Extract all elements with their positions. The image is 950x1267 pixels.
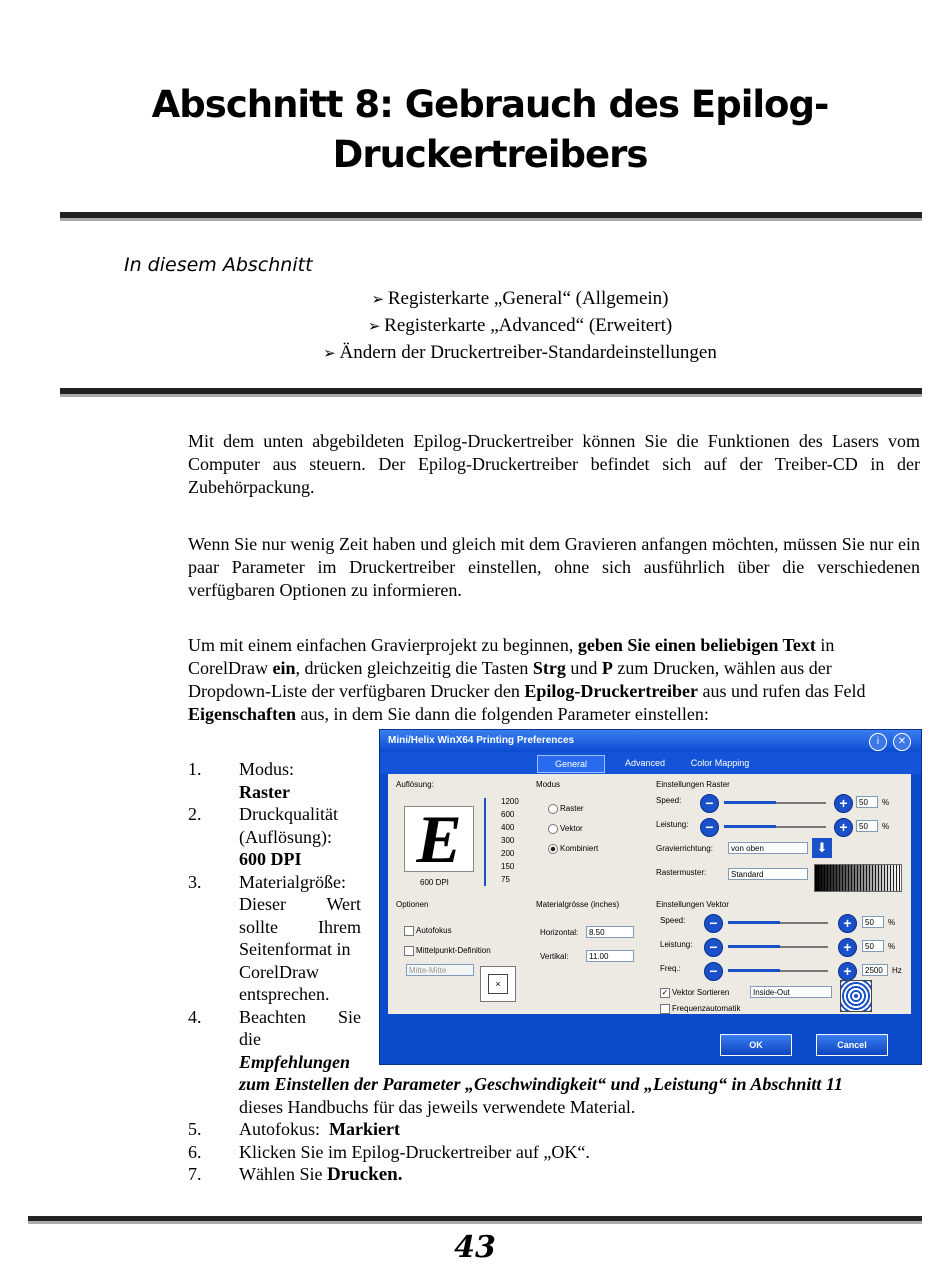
vector-speed-minus-button[interactable]: −: [704, 914, 723, 933]
material-horizontal-label: Horizontal:: [540, 928, 579, 937]
text-run: Wählen Sie: [239, 1164, 327, 1184]
page-title: [60, 80, 920, 180]
raster-power-unit: %: [882, 822, 890, 831]
printing-preferences-dialog: [379, 729, 922, 1065]
vector-freq-plus-button[interactable]: +: [838, 962, 857, 981]
step-emphasis: Empfehlungen: [239, 1052, 351, 1072]
step-text: Materialgröße:: [239, 872, 346, 892]
vector-freq-label: Freq.:: [660, 964, 681, 973]
raster-settings-label: Einstellungen Raster: [656, 780, 730, 789]
material-horizontal-field[interactable]: 8.50: [586, 926, 634, 938]
mode-combined-label: Kombiniert: [560, 844, 599, 853]
title-line-2: Druckertreibers: [332, 133, 648, 176]
step-text: Dieser Wert: [239, 894, 361, 914]
options-label: Optionen: [396, 900, 429, 909]
step-text: Modus:: [239, 759, 295, 779]
step-text: die: [239, 1029, 261, 1049]
material-vertical-field[interactable]: 11.00: [586, 950, 634, 962]
footer-divider: [28, 1216, 922, 1221]
step-number: 7.: [188, 1164, 202, 1184]
step-value: Markiert: [329, 1119, 400, 1139]
raster-speed-label: Speed:: [656, 796, 682, 805]
raster-speed-field[interactable]: 50: [856, 796, 878, 808]
step-value: Drucken.: [326, 1164, 403, 1185]
vector-power-plus-button[interactable]: +: [838, 938, 857, 957]
dialog-titlebar: Mini/Helix WinX64 Printing Preferences: [380, 730, 921, 752]
vector-power-unit: %: [888, 942, 896, 951]
resolution-preview: E: [404, 806, 474, 872]
text-run: in CorelDraw: [188, 635, 835, 678]
section-label: In diesem Abschnitt: [124, 254, 313, 276]
section-bullet-list: [0, 286, 950, 367]
step-text: Seitenformat in: [239, 939, 351, 959]
vector-power-slider[interactable]: [728, 946, 828, 948]
raster-power-field[interactable]: 50: [856, 820, 878, 832]
resolution-slider[interactable]: [484, 798, 486, 886]
arrow-down-icon[interactable]: ⬇: [812, 838, 832, 858]
resolution-level: 1200: [501, 797, 519, 806]
material-vertical-label: Vertikal:: [540, 952, 569, 961]
text-run: zum Drucken, wählen aus der Dropdown-Liste der verfügbaren Drucker den: [188, 658, 832, 701]
close-icon[interactable]: ✕: [893, 733, 911, 751]
center-engraving-checkbox[interactable]: [404, 946, 414, 956]
step-text: Klicken Sie im Epilog-Druckertreiber auf „OK“.: [239, 1142, 590, 1162]
vector-power-field[interactable]: 50: [862, 940, 884, 952]
resolution-level: 75: [501, 875, 510, 884]
engrave-direction-label: Gravierrichtung:: [656, 844, 713, 853]
cancel-button[interactable]: Cancel: [816, 1034, 888, 1056]
tab-bar: [380, 752, 921, 774]
resolution-level: 150: [501, 862, 515, 871]
raster-speed-minus-button[interactable]: −: [700, 794, 719, 813]
vector-speed-slider[interactable]: [728, 922, 828, 924]
text-run-bold: geben Sie einen beliebigen Text: [577, 635, 816, 655]
step-text: [239, 1163, 402, 1187]
vector-freq-minus-button[interactable]: −: [704, 962, 723, 981]
bullet-item: ➢ Registerkarte „General“ (Allgemein): [0, 286, 950, 313]
title-divider: [60, 212, 922, 218]
paragraph-intro: Mit dem unten abgebildeten Epilog-Druckertreiber können Sie die Funktionen des Lasers vom Computer aus steuern. Der Epilog-Druckertreiber befindet sich auf der Treiber-CD in der Zubehörpackung.: [188, 431, 920, 497]
raster-speed-plus-button[interactable]: +: [834, 794, 853, 813]
vector-power-label: Leistung:: [660, 940, 693, 949]
mode-vector-radio[interactable]: [548, 824, 558, 834]
vector-freq-unit: Hz: [892, 966, 902, 975]
step-text: (Auflösung):: [239, 827, 332, 847]
step-value: Raster: [239, 782, 290, 802]
step-number: 4.: [188, 1007, 202, 1027]
resolution-level: 400: [501, 823, 515, 832]
text-run: und: [565, 658, 602, 678]
raster-power-slider[interactable]: [724, 826, 826, 828]
vector-freq-slider[interactable]: [728, 970, 828, 972]
step-text: sollte Ihrem: [239, 917, 361, 937]
step-value: 600 DPI: [239, 849, 302, 869]
vector-freq-field[interactable]: 2500: [862, 964, 888, 976]
step-text: dieses Handbuchs für das jeweils verwendete Material.: [239, 1097, 636, 1117]
frequency-auto-label: Frequenzautomatik: [672, 1004, 741, 1013]
step-number: 6.: [188, 1142, 202, 1162]
tab-advanced[interactable]: Advanced: [624, 758, 666, 768]
resolution-label: Auflösung:: [396, 780, 434, 789]
general-panel: [388, 774, 911, 1014]
center-engraving-label: Mittelpunkt-Definition: [416, 946, 491, 955]
step-number: 3.: [188, 872, 202, 892]
step-number: 2.: [188, 804, 202, 824]
vector-settings-label: Einstellungen Vektor: [656, 900, 729, 909]
raster-speed-slider[interactable]: [724, 802, 826, 804]
paragraph-quick-start: Wenn Sie nur wenig Zeit haben und gleich mit dem Gravieren anfangen möchten, müssen Sie nur ein paar Parameter im Druckertreiber einstellen, ohne sich ausführlich über die verschiedenen verfügbaren Optionen zu informieren.: [188, 534, 920, 600]
step-text: Druckqualität: [239, 804, 338, 824]
text-run-bold: P: [601, 658, 613, 678]
bullet-item: ➢ Ändern der Druckertreiber-Standardeinstellungen: [0, 340, 950, 367]
text-run-bold: Epilog-Druckertreiber: [524, 681, 699, 701]
step-text: CorelDraw: [239, 962, 319, 982]
text-run: Um mit einem einfachen Gravierprojekt zu beginnen,: [188, 635, 578, 655]
vector-speed-field[interactable]: 50: [862, 916, 884, 928]
mode-raster-label: Raster: [560, 804, 584, 813]
resolution-level: 300: [501, 836, 515, 845]
mode-label: Modus: [536, 780, 561, 789]
text-run-bold: Eigenschaften: [188, 704, 296, 724]
vector-sort-label: Vektor Sortieren: [672, 988, 730, 997]
text-run-bold: ein: [272, 658, 296, 678]
text-run: , drücken gleichzeitig die Tasten: [295, 658, 533, 678]
tab-general[interactable]: General: [537, 755, 605, 773]
text-run: aus, in dem Sie dann die folgenden Parameter einstellen:: [296, 704, 709, 724]
text-run-bold: Strg: [532, 658, 566, 678]
raster-pattern-label: Rastermuster:: [656, 868, 707, 877]
step-text: Beachten Sie: [239, 1007, 361, 1027]
engrave-direction-select[interactable]: von oben: [728, 842, 808, 854]
vector-power-minus-button[interactable]: −: [704, 938, 723, 957]
mode-raster-radio[interactable]: [548, 804, 558, 814]
step-text: entsprechen.: [239, 984, 330, 1004]
step-number: 5.: [188, 1119, 202, 1139]
step-text: [239, 1118, 400, 1141]
help-icon[interactable]: i: [869, 733, 887, 751]
autofocus-label: Autofokus: [416, 926, 452, 935]
title-line-1: Abschnitt 8: Gebrauch des Epilog-: [151, 83, 829, 126]
step-number: 1.: [188, 759, 202, 779]
resolution-level: 600: [501, 810, 515, 819]
resolution-level: 200: [501, 849, 515, 858]
center-marker-icon: ×: [488, 974, 508, 994]
raster-pattern-preview: [814, 864, 902, 892]
vector-speed-unit: %: [888, 918, 896, 927]
resolution-current: 600 DPI: [420, 878, 449, 887]
section-divider: [60, 388, 922, 394]
page-number: 43: [454, 1230, 496, 1265]
mode-combined-radio[interactable]: [548, 844, 558, 854]
raster-power-plus-button[interactable]: +: [834, 818, 853, 837]
raster-power-label: Leistung:: [656, 820, 689, 829]
raster-power-minus-button[interactable]: −: [700, 818, 719, 837]
step-emphasis: zum Einstellen der Parameter „Geschwindigkeit“ und „Leistung“ in Abschnitt 11: [239, 1074, 843, 1094]
text-run: Autofokus:: [239, 1119, 320, 1139]
material-size-label: Materialgrösse (inches): [536, 900, 620, 909]
vector-speed-plus-button[interactable]: +: [838, 914, 857, 933]
center-position-select[interactable]: Mitte-Mitte: [406, 964, 474, 976]
vector-sort-checkbox[interactable]: ✓: [661, 988, 669, 997]
vector-sort-select[interactable]: Inside-Out: [750, 986, 832, 998]
ok-button[interactable]: OK: [720, 1034, 792, 1056]
paragraph-instructions: [188, 634, 908, 726]
raster-pattern-select[interactable]: Standard: [728, 868, 808, 880]
mode-vector-label: Vektor: [560, 824, 583, 833]
raster-speed-unit: %: [882, 798, 890, 807]
vector-sort-preview-icon: [840, 980, 872, 1012]
text-run: aus und rufen das Feld: [698, 681, 866, 701]
center-position-grid: [480, 966, 516, 1002]
frequency-auto-checkbox[interactable]: [660, 1004, 670, 1014]
tab-color-mapping[interactable]: Color Mapping: [690, 758, 750, 768]
bullet-item: ➢ Registerkarte „Advanced“ (Erweitert): [0, 313, 950, 340]
autofocus-checkbox[interactable]: [404, 926, 414, 936]
vector-speed-label: Speed:: [660, 916, 686, 925]
